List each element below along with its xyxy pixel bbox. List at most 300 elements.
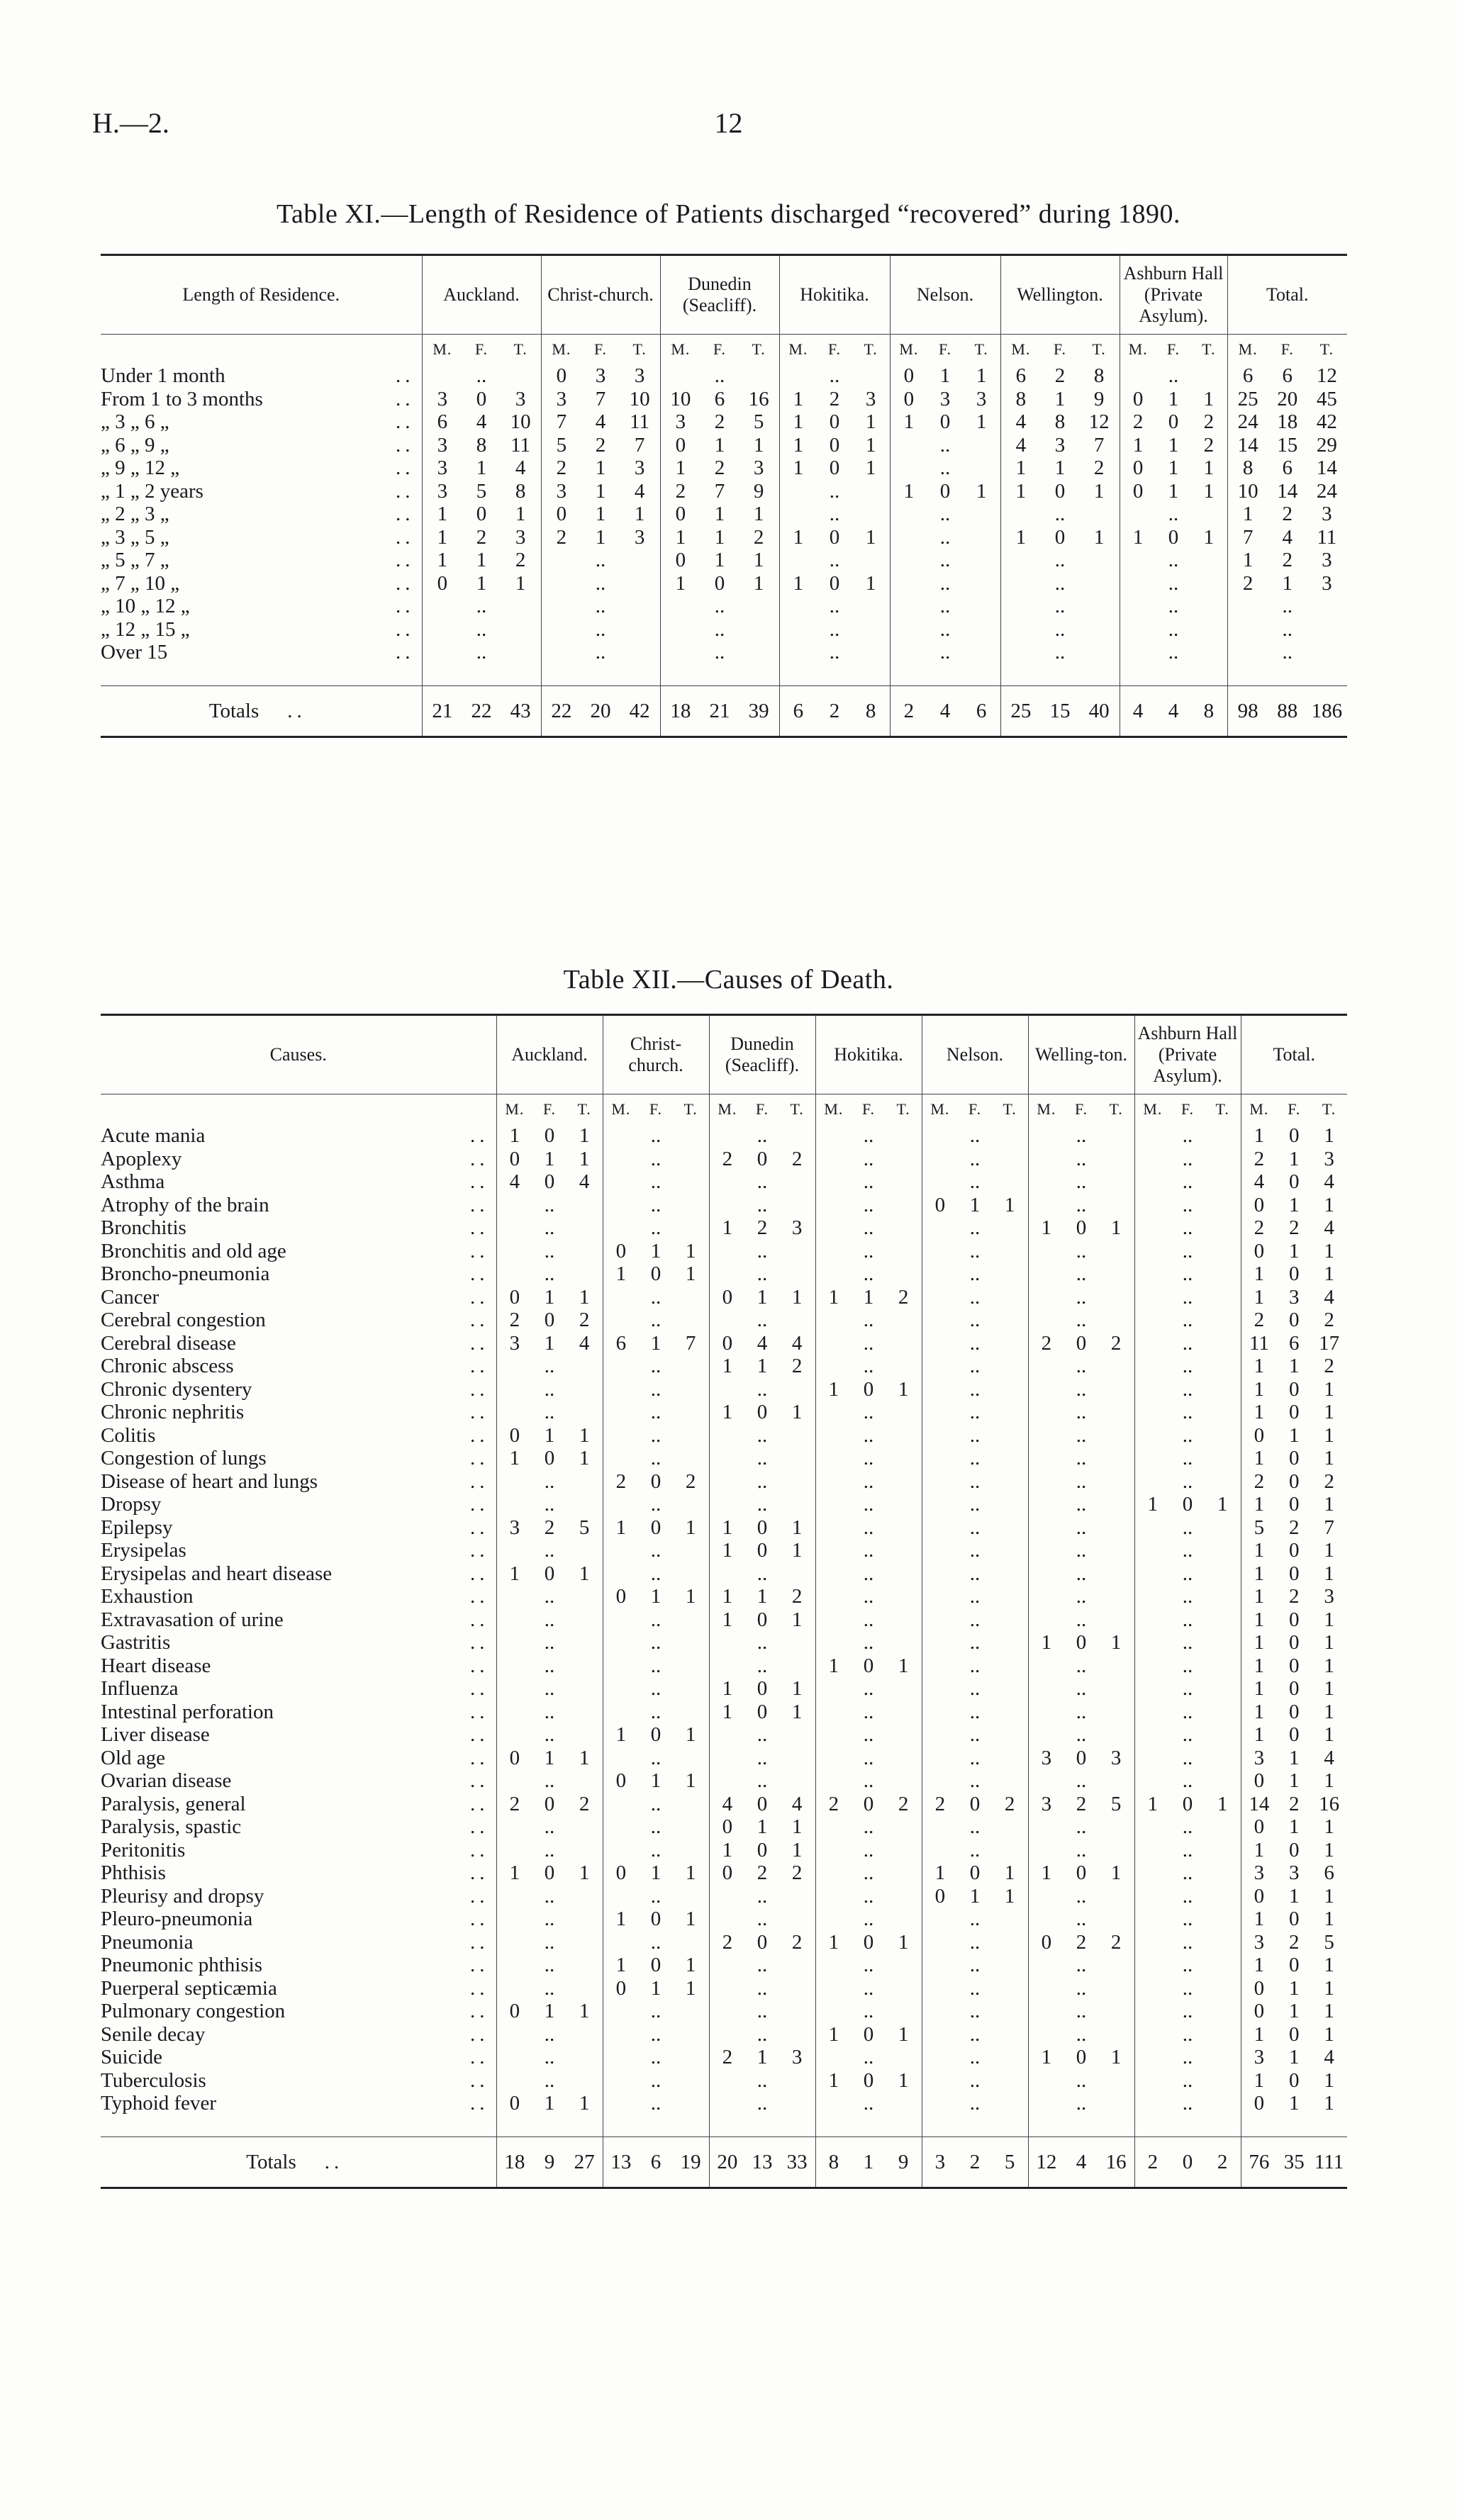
row-label: Over 15 bbox=[101, 641, 168, 663]
cell-value: 2 bbox=[1288, 1792, 1300, 1815]
subhead: F. bbox=[828, 340, 841, 358]
cell-value: .. bbox=[969, 1262, 981, 1285]
table-row bbox=[101, 2000, 1347, 2023]
leader-dots: .. bbox=[470, 1930, 489, 1954]
cell-value: 1 bbox=[509, 1447, 520, 1469]
cell-value: .. bbox=[1076, 1262, 1087, 1285]
header-row bbox=[101, 1015, 1347, 1094]
cell-value: 2 bbox=[509, 1309, 520, 1331]
cell-value: 2 bbox=[615, 1469, 627, 1493]
cell-value: 3 bbox=[634, 457, 645, 479]
cell-value: 1 bbox=[791, 1401, 803, 1423]
cell-value: 1 bbox=[1254, 1723, 1265, 1746]
cell-value: .. bbox=[863, 1539, 874, 1562]
totals-row bbox=[101, 2137, 1347, 2188]
cell-value: 1 bbox=[863, 1285, 874, 1309]
leader-dots: .. bbox=[470, 1239, 489, 1262]
cell-value: 2 bbox=[579, 1792, 590, 1815]
cell-value: 29 bbox=[1316, 433, 1337, 457]
cell-value: 0 bbox=[675, 433, 686, 457]
cell-value: 1 bbox=[1324, 1401, 1334, 1423]
table-row bbox=[101, 457, 1347, 480]
cell-value: .. bbox=[939, 549, 951, 571]
cell-value: .. bbox=[863, 2092, 874, 2115]
cell-value: 3 bbox=[1324, 1147, 1334, 1170]
cell-value: 0 bbox=[863, 1654, 874, 1677]
cell-value: .. bbox=[829, 595, 840, 617]
cell-value: .. bbox=[595, 571, 606, 595]
row-label: Pleuro-pneumonia bbox=[101, 1908, 253, 1930]
cell-value: 1 bbox=[509, 1861, 520, 1884]
cell-value: 1 bbox=[437, 525, 448, 549]
cell-value: 1 bbox=[515, 503, 526, 525]
cell-value: .. bbox=[969, 1976, 981, 2000]
cell-value: 1 bbox=[1288, 2092, 1300, 2115]
cell-value: .. bbox=[757, 1124, 768, 1147]
cell-value: 0 bbox=[757, 1792, 768, 1815]
cell-value: .. bbox=[544, 1654, 555, 1677]
cell-value: .. bbox=[863, 1700, 874, 1723]
cell-value: 18 bbox=[670, 699, 691, 722]
leader-dots: .. bbox=[396, 571, 415, 595]
cell-value: 1 bbox=[714, 549, 725, 571]
cell-value: 1 bbox=[791, 1285, 803, 1309]
cell-value: 0 bbox=[757, 1147, 768, 1170]
cell-value: .. bbox=[544, 1908, 555, 1930]
cell-value: 1 bbox=[791, 1608, 803, 1631]
cell-value: 1 bbox=[615, 1723, 627, 1746]
cell-value: 2 bbox=[791, 1585, 803, 1608]
row-label: Paralysis, spastic bbox=[101, 1815, 242, 1838]
cell-value: 1 bbox=[1203, 479, 1215, 503]
cell-value: 0 bbox=[863, 2022, 874, 2046]
row-label: Typhoid fever bbox=[101, 2092, 217, 2115]
cell-value: 3 bbox=[939, 387, 951, 410]
cell-value: 1 bbox=[969, 1193, 981, 1216]
cell-value: .. bbox=[1182, 1769, 1193, 1792]
cell-value: .. bbox=[1076, 1124, 1087, 1147]
table-row bbox=[101, 618, 1347, 642]
cell-value: 2 bbox=[1288, 1516, 1300, 1539]
cell-value: .. bbox=[939, 525, 951, 549]
leader-dots: .. bbox=[470, 2022, 489, 2046]
cell-value: 1 bbox=[722, 1608, 733, 1631]
cell-value: 2 bbox=[1288, 1585, 1300, 1608]
row-label: Cerebral disease bbox=[101, 1331, 236, 1355]
leader-dots: .. bbox=[470, 1976, 489, 2000]
cell-value: 0 bbox=[829, 571, 840, 595]
cell-value: 4 bbox=[579, 1331, 590, 1355]
cell-value: 0 bbox=[1288, 1377, 1300, 1401]
cell-value: 1 bbox=[976, 479, 987, 503]
cell-value: 0 bbox=[1288, 1908, 1300, 1930]
table-row bbox=[101, 1493, 1347, 1516]
cell-value: 1 bbox=[1004, 1884, 1015, 1908]
cell-value: .. bbox=[544, 1585, 555, 1608]
cell-value: .. bbox=[544, 1216, 555, 1239]
table-row bbox=[101, 1516, 1347, 1540]
cell-value: 4 bbox=[1282, 525, 1293, 549]
cell-value: .. bbox=[863, 1884, 874, 1908]
subhead: M. bbox=[930, 1100, 950, 1118]
cell-value: .. bbox=[863, 1861, 874, 1884]
cell-value: 1 bbox=[1015, 457, 1027, 479]
cell-value: 2 bbox=[1203, 433, 1215, 457]
cell-value: .. bbox=[1182, 1193, 1193, 1216]
cell-value: 0 bbox=[544, 1562, 555, 1585]
cell-value: 5 bbox=[556, 433, 567, 457]
cell-value: 3 bbox=[1110, 1746, 1122, 1769]
cell-value: 11 bbox=[1317, 525, 1337, 549]
row-label: Chronic dysentery bbox=[101, 1377, 252, 1401]
cell-value: 8 bbox=[1203, 699, 1215, 722]
cell-value: 6 bbox=[650, 2150, 661, 2173]
cell-value: 1 bbox=[579, 1562, 590, 1585]
cell-value: 22 bbox=[471, 699, 492, 722]
cell-value: .. bbox=[1076, 2000, 1087, 2022]
subhead: T. bbox=[513, 340, 527, 358]
cell-value: .. bbox=[969, 1746, 981, 1769]
cell-value: .. bbox=[544, 1838, 555, 1861]
table-row bbox=[101, 364, 1347, 388]
cell-value: 2 bbox=[1254, 1309, 1265, 1331]
cell-value: 1 bbox=[1254, 2068, 1265, 2092]
cell-value: .. bbox=[969, 1423, 981, 1447]
cell-value: 1 bbox=[1004, 1861, 1015, 1884]
column-header: Dunedin (Seacliff). bbox=[709, 1015, 815, 1094]
cell-value: .. bbox=[863, 1585, 874, 1608]
cell-value: 1 bbox=[1147, 1792, 1159, 1815]
cell-value: 1 bbox=[1093, 479, 1105, 503]
cell-value: .. bbox=[1182, 1585, 1193, 1608]
cell-value: 0 bbox=[829, 410, 840, 433]
cell-value: .. bbox=[1182, 2000, 1193, 2022]
cell-value: .. bbox=[1076, 1700, 1087, 1723]
cell-value: 0 bbox=[1168, 525, 1179, 549]
cell-value: 1 bbox=[1324, 1447, 1334, 1469]
cell-value: .. bbox=[1076, 2022, 1087, 2046]
cell-value: 1 bbox=[685, 1908, 696, 1930]
cell-value: 2 bbox=[1324, 1309, 1334, 1331]
cell-value: 1 bbox=[976, 410, 987, 433]
table-row bbox=[101, 1701, 1347, 1724]
cell-value: .. bbox=[757, 1423, 768, 1447]
cell-value: .. bbox=[969, 1908, 981, 1930]
cell-value: .. bbox=[1076, 1170, 1087, 1193]
cell-value: 3 bbox=[509, 1516, 520, 1539]
table-row bbox=[101, 1378, 1347, 1401]
cell-value: 1 bbox=[1004, 1193, 1015, 1216]
cell-value: .. bbox=[544, 1700, 555, 1723]
cell-value: 14 bbox=[1316, 457, 1337, 479]
table-row bbox=[101, 1815, 1347, 1839]
cell-value: .. bbox=[969, 1309, 981, 1331]
cell-value: 1 bbox=[865, 433, 876, 457]
cell-value: 1 bbox=[650, 1861, 661, 1884]
cell-value: 8 bbox=[1015, 387, 1027, 410]
cell-value: .. bbox=[1054, 571, 1066, 595]
cell-value: 1 bbox=[579, 2092, 590, 2115]
cell-value: .. bbox=[829, 364, 840, 387]
cell-value: 1 bbox=[1254, 1262, 1265, 1285]
row-label: Extravasation of urine bbox=[101, 1608, 284, 1631]
cell-value: 1 bbox=[757, 1285, 768, 1309]
cell-value: 1 bbox=[544, 1331, 555, 1355]
leader-dots: .. bbox=[470, 1447, 489, 1469]
cell-value: 1 bbox=[675, 457, 686, 479]
table-row bbox=[101, 1654, 1347, 1678]
cell-value: 0 bbox=[1288, 1447, 1300, 1469]
table-row bbox=[101, 1286, 1347, 1309]
cell-value: 10 bbox=[670, 387, 691, 410]
cell-value: 2 bbox=[1203, 410, 1215, 433]
row-label: Suicide bbox=[101, 2046, 162, 2068]
cell-value: 1 bbox=[1324, 1493, 1334, 1516]
cell-value: .. bbox=[939, 595, 951, 617]
cell-value: 0 bbox=[757, 1838, 768, 1861]
cell-value: .. bbox=[1054, 641, 1066, 663]
cell-value: 6 bbox=[1324, 1861, 1334, 1884]
cell-value: 1 bbox=[753, 433, 764, 457]
cell-value: 1 bbox=[1324, 1377, 1334, 1401]
cell-value: 1 bbox=[793, 433, 804, 457]
cell-value: 1 bbox=[976, 364, 987, 387]
cell-value: 1 bbox=[476, 571, 487, 595]
leader-dots: .. bbox=[396, 641, 415, 663]
subhead: F. bbox=[475, 340, 488, 358]
cell-value: 1 bbox=[476, 549, 487, 571]
subhead: F. bbox=[594, 340, 607, 358]
leader-dots: .. bbox=[470, 1954, 489, 1976]
cell-value: 1 bbox=[595, 503, 606, 525]
subhead: M. bbox=[718, 1100, 737, 1118]
row-label: Phthisis bbox=[101, 1861, 166, 1884]
leader-dots: .. bbox=[396, 387, 415, 410]
cell-value: .. bbox=[544, 2068, 555, 2092]
cell-value: 1 bbox=[793, 457, 804, 479]
cell-value: 1 bbox=[509, 1124, 520, 1147]
cell-value: 5 bbox=[1004, 2150, 1015, 2173]
cell-value: 0 bbox=[1254, 1884, 1265, 1908]
cell-value: .. bbox=[650, 1654, 661, 1677]
cell-value: .. bbox=[863, 1216, 874, 1239]
column-header: Total. bbox=[1227, 255, 1347, 335]
cell-value: 1 bbox=[1324, 1838, 1334, 1861]
cell-value: 1 bbox=[579, 1285, 590, 1309]
leader-dots: .. bbox=[470, 1262, 489, 1285]
cell-value: .. bbox=[863, 1469, 874, 1493]
cell-value: .. bbox=[1182, 1124, 1193, 1147]
cell-value: .. bbox=[650, 1216, 661, 1239]
cell-value: 3 bbox=[515, 387, 526, 410]
subhead: M. bbox=[671, 340, 691, 358]
cell-value: .. bbox=[714, 641, 725, 663]
row-label: Bronchitis bbox=[101, 1216, 186, 1239]
cell-value: 4 bbox=[579, 1170, 590, 1193]
cell-value: 4 bbox=[1254, 1170, 1265, 1193]
cell-value: 0 bbox=[903, 364, 915, 387]
cell-value: .. bbox=[544, 1193, 555, 1216]
cell-value: 0 bbox=[1182, 1493, 1193, 1516]
cell-value: 1 bbox=[437, 503, 448, 525]
cell-value: .. bbox=[863, 1677, 874, 1700]
leader-dots: .. bbox=[396, 503, 415, 525]
cell-value: 1 bbox=[863, 2150, 874, 2173]
cell-value: 2 bbox=[515, 549, 526, 571]
cell-value: 1 bbox=[1324, 2068, 1334, 2092]
row-label: Ovarian disease bbox=[101, 1769, 232, 1792]
row-label: „ 7 „ 10 „ bbox=[101, 571, 180, 595]
row-label: „ 1 „ 2 years bbox=[101, 479, 203, 503]
cell-value: .. bbox=[969, 1815, 981, 1838]
cell-value: 2 bbox=[1076, 1792, 1087, 1815]
cell-value: 14 bbox=[1249, 1792, 1270, 1815]
cell-value: 2 bbox=[1288, 1930, 1300, 1954]
cell-value: 1 bbox=[828, 1930, 839, 1954]
cell-value: 1 bbox=[1203, 387, 1215, 410]
cell-value: .. bbox=[969, 2092, 981, 2115]
cell-value: .. bbox=[863, 1723, 874, 1746]
cell-value: 0 bbox=[1254, 2092, 1265, 2115]
cell-value: 3 bbox=[437, 457, 448, 479]
column-header: Dunedin (Seacliff). bbox=[660, 255, 779, 335]
cell-value: .. bbox=[757, 1562, 768, 1585]
cell-value: 1 bbox=[515, 571, 526, 595]
cell-value: 16 bbox=[1105, 2150, 1127, 2173]
cell-value: 12 bbox=[1088, 410, 1110, 433]
subhead: F. bbox=[649, 1100, 662, 1118]
cell-value: .. bbox=[544, 1815, 555, 1838]
cell-value: 0 bbox=[1132, 457, 1144, 479]
cell-value: .. bbox=[969, 1654, 981, 1677]
cell-value: 1 bbox=[685, 1239, 696, 1262]
cell-value: .. bbox=[650, 1447, 661, 1469]
row-label: Intestinal perforation bbox=[101, 1700, 274, 1723]
cell-value: .. bbox=[650, 1193, 661, 1216]
cell-value: 2 bbox=[556, 457, 567, 479]
subhead: M. bbox=[1238, 340, 1258, 358]
cell-value: 1 bbox=[934, 1861, 946, 1884]
cell-value: 1 bbox=[793, 387, 804, 410]
row-label: From 1 to 3 months bbox=[101, 387, 263, 410]
cell-value: .. bbox=[1182, 1239, 1193, 1262]
cell-value: 2 bbox=[579, 1309, 590, 1331]
cell-value: 3 bbox=[675, 410, 686, 433]
cell-value: .. bbox=[829, 479, 840, 503]
cell-value: .. bbox=[650, 1401, 661, 1423]
table-row bbox=[101, 410, 1347, 434]
leader-dots: .. bbox=[287, 699, 306, 722]
cell-value: 1 bbox=[1324, 1562, 1334, 1585]
cell-value: .. bbox=[757, 1654, 768, 1677]
cell-value: .. bbox=[650, 1838, 661, 1861]
cell-value: 4 bbox=[1324, 1216, 1334, 1239]
cell-value: 1 bbox=[1324, 1884, 1334, 1908]
leader-dots: .. bbox=[470, 1401, 489, 1423]
cell-value: .. bbox=[863, 1309, 874, 1331]
cell-value: 3 bbox=[791, 2046, 803, 2068]
table-row bbox=[101, 1931, 1347, 1954]
row-label: Pneumonia bbox=[101, 1930, 194, 1954]
cell-value: 1 bbox=[1093, 525, 1105, 549]
subhead: M. bbox=[1249, 1100, 1269, 1118]
cell-value: 1 bbox=[1242, 503, 1254, 525]
cell-value: .. bbox=[1282, 617, 1293, 641]
cell-value: .. bbox=[969, 1700, 981, 1723]
cell-value: .. bbox=[969, 1355, 981, 1377]
cell-value: 1 bbox=[722, 1516, 733, 1539]
cell-value: 2 bbox=[1254, 1469, 1265, 1493]
cell-value: 1 bbox=[1147, 1493, 1159, 1516]
cell-value: 0 bbox=[650, 1469, 661, 1493]
cell-value: 1 bbox=[595, 457, 606, 479]
cell-value: 0 bbox=[615, 1976, 627, 2000]
cell-value: 1 bbox=[509, 1562, 520, 1585]
cell-value: 1 bbox=[722, 1401, 733, 1423]
cell-value: 1 bbox=[675, 571, 686, 595]
table-row bbox=[101, 434, 1347, 457]
cell-value: 0 bbox=[757, 1401, 768, 1423]
subhead: M. bbox=[788, 340, 808, 358]
cell-value: 0 bbox=[1288, 1838, 1300, 1861]
cell-value: .. bbox=[650, 2000, 661, 2022]
row-label: Paralysis, general bbox=[101, 1792, 246, 1815]
cell-value: .. bbox=[544, 1608, 555, 1631]
table-row bbox=[101, 595, 1347, 618]
cell-value: 1 bbox=[1254, 1539, 1265, 1562]
cell-value: 1 bbox=[757, 2046, 768, 2068]
cell-value: 1 bbox=[828, 2068, 839, 2092]
cell-value: 17 bbox=[1319, 1331, 1340, 1355]
cell-value: .. bbox=[1182, 1469, 1193, 1493]
subhead: T. bbox=[974, 340, 988, 358]
cell-value: .. bbox=[939, 457, 951, 479]
cell-value: .. bbox=[969, 1539, 981, 1562]
cell-value: 12 bbox=[1316, 364, 1337, 387]
cell-value: 0 bbox=[1076, 2046, 1087, 2068]
cell-value: 4 bbox=[791, 1331, 803, 1355]
cell-value: .. bbox=[1054, 503, 1066, 525]
row-label: Totals bbox=[208, 699, 259, 722]
cell-value: 0 bbox=[1288, 1631, 1300, 1654]
cell-value: 4 bbox=[791, 1792, 803, 1815]
leader-dots: .. bbox=[470, 1355, 489, 1377]
cell-value: 3 bbox=[1254, 1861, 1265, 1884]
cell-value: 1 bbox=[685, 1516, 696, 1539]
cell-value: 1 bbox=[579, 1746, 590, 1769]
cell-value: .. bbox=[544, 1677, 555, 1700]
table-row bbox=[101, 1424, 1347, 1447]
cell-value: .. bbox=[544, 1239, 555, 1262]
cell-value: .. bbox=[650, 1170, 661, 1193]
column-header: Hokitika. bbox=[779, 255, 890, 335]
cell-value: 0 bbox=[1041, 1930, 1052, 1954]
cell-value: .. bbox=[1076, 1355, 1087, 1377]
cell-value: .. bbox=[1182, 1309, 1193, 1331]
cell-value: 0 bbox=[544, 1124, 555, 1147]
cell-value: 1 bbox=[903, 410, 915, 433]
cell-value: 3 bbox=[1041, 1746, 1052, 1769]
cell-value: 1 bbox=[791, 1815, 803, 1838]
cell-value: 21 bbox=[709, 699, 730, 722]
cell-value: 6 bbox=[1288, 1331, 1300, 1355]
cell-value: 0 bbox=[1288, 1723, 1300, 1746]
leader-dots: .. bbox=[470, 1124, 489, 1147]
row-label: Congestion of lungs bbox=[101, 1447, 267, 1469]
subhead: F. bbox=[756, 1100, 769, 1118]
column-header: Ashburn Hall (Private Asylum). bbox=[1134, 1015, 1241, 1094]
label-column-header: Length of Residence. bbox=[101, 255, 422, 335]
